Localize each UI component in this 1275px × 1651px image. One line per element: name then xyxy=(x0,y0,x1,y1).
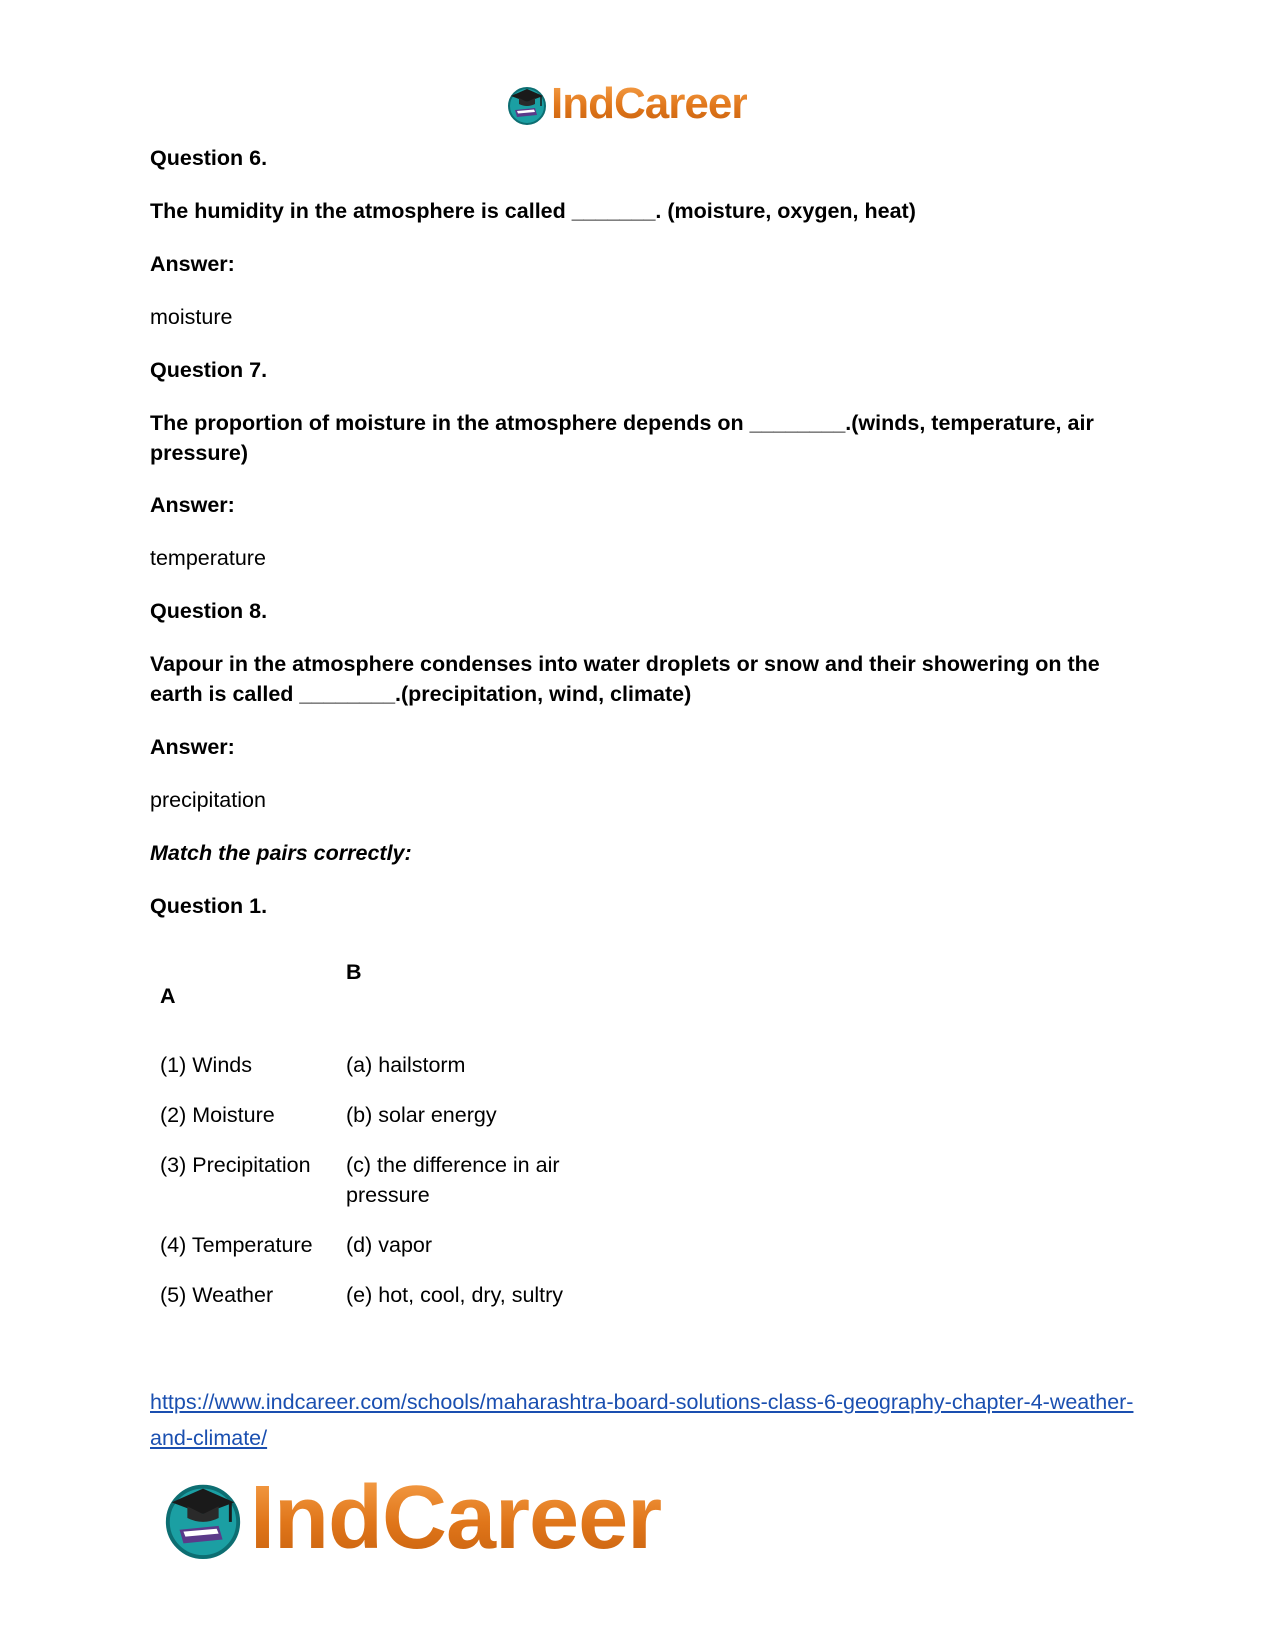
match-right-item: (e) hot, cool, dry, sultry xyxy=(346,1283,564,1307)
question-7-answer: temperature xyxy=(150,546,266,570)
graduation-cap-books-globe-icon xyxy=(160,1475,246,1561)
match-right-item: (d) vapor xyxy=(346,1233,433,1257)
brand-wordmark: IndCareer xyxy=(551,79,748,128)
match-section-title: Match the pairs correctly: xyxy=(150,841,412,865)
match-right-item: (c) the difference in air pressure xyxy=(346,1153,560,1207)
graduation-cap-books-globe-icon xyxy=(505,82,549,126)
brand-wordmark: IndCareer xyxy=(250,1468,662,1568)
question-7-heading: Question 7. xyxy=(150,358,268,382)
question-6-heading: Question 6. xyxy=(150,146,268,170)
question-7-text: The proportion of moisture in the atmosphere depends on ________.(winds, temperature, air pressure) xyxy=(150,411,1094,465)
question-8-heading: Question 8. xyxy=(150,599,268,623)
match-left-item: (2) Moisture xyxy=(160,1103,275,1127)
question-8-answer: precipitation xyxy=(150,788,266,812)
column-b-header: B xyxy=(346,960,362,984)
match-right-item: (a) hailstorm xyxy=(346,1053,466,1077)
match-left-item: (3) Precipitation xyxy=(160,1153,311,1177)
match-left-item: (1) Winds xyxy=(160,1053,252,1077)
question-6-answer-label: Answer: xyxy=(150,252,235,276)
match-left-item: (4) Temperature xyxy=(160,1233,313,1257)
match-right-item: (b) solar energy xyxy=(346,1103,497,1127)
question-6-text: The humidity in the atmosphere is called _______. (moisture, oxygen, heat) xyxy=(150,199,916,223)
match-question-heading: Question 1. xyxy=(150,894,268,918)
column-a-header: A xyxy=(160,984,176,1008)
question-8-text: Vapour in the atmosphere condenses into water droplets or snow and their showering on the earth is called ________.(precipitation, wind, climate) xyxy=(150,652,1100,706)
footer-logo xyxy=(160,1470,661,1566)
header-logo xyxy=(505,80,747,128)
question-6-answer: moisture xyxy=(150,305,233,329)
match-left-item: (5) Weather xyxy=(160,1283,274,1307)
question-8-answer-label: Answer: xyxy=(150,735,235,759)
question-7-answer-label: Answer: xyxy=(150,493,235,517)
source-url-link[interactable]: https://www.indcareer.com/schools/maharashtra-board-solutions-class-6-geography-chapter-4-weather-and-climate/ xyxy=(150,1390,1134,1450)
